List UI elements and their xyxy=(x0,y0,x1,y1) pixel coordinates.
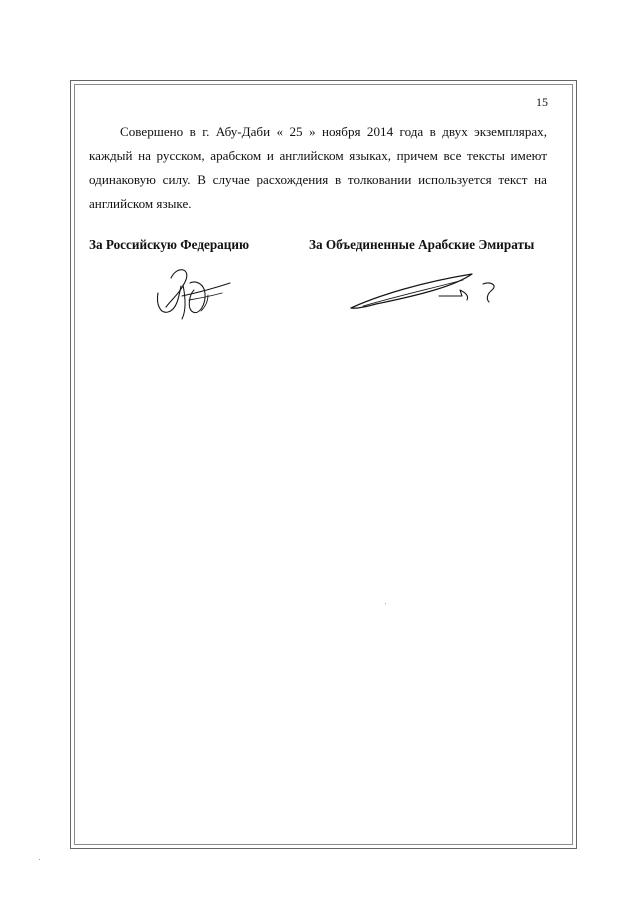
signature-united-arab-emirates xyxy=(345,272,500,316)
scan-artifact-dot xyxy=(39,859,40,860)
signature-russian-federation xyxy=(148,262,240,320)
page-number: 15 xyxy=(536,95,548,109)
scan-artifact-dot xyxy=(385,603,386,604)
closing-paragraph: Совершено в г. Абу-Даби « 25 » ноября 2014 года в двух экземплярах, каждый на русском, арабском и английском языках, причем все тексты имеют одинаковую силу. В случае расхождения в толковании используется текст на английском языке. xyxy=(89,124,547,211)
signatory-united-arab-emirates: За Объединенные Арабские Эмираты xyxy=(309,237,535,252)
signatory-russian-federation: За Российскую Федерацию xyxy=(89,237,250,252)
